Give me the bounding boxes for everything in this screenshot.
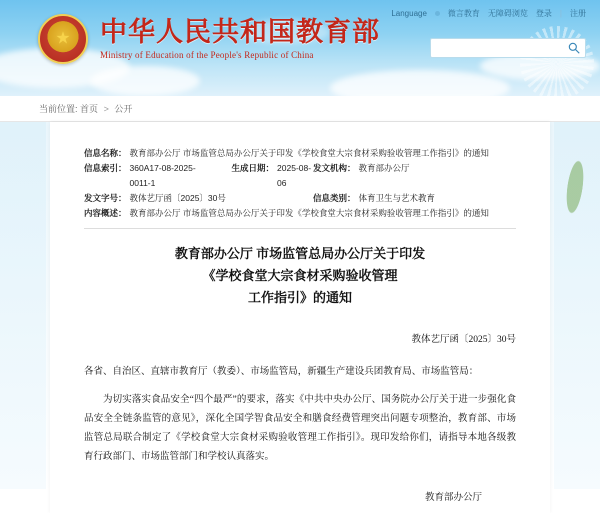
document-title-line: 《学校食堂大宗食材采购验收管理 [202,268,398,283]
top-nav [391,8,586,19]
metadata-label-docnum: 发文字号： [84,193,127,203]
document-body-paragraph: 为切实落实食品安全“四个最严”的要求，落实《中共中央办公厅、国务院办公厅关于进一步强化食品安全全链条监管的意见》，深化全国学智食品安全和膳食经费管理突出问题专项整治，教育部、市场监管总局联合制定了《学校食堂大宗食材采购验收管理工作指引》。现印发给你们，请指导本地各级教育行政部门、市场监管部门和学校认真落实。 [84,395,516,462]
metadata-value-category: 体育卫生与艺术教育 [358,193,435,203]
language-label[interactable]: Language [391,9,427,18]
site-title-en: Ministry of Education of the People's Republic of China [100,50,314,61]
metadata-divider [84,228,516,229]
document-paper [50,122,550,513]
metadata-value-name: 教育部办公厅 市场监管总局办公厅关于印发《学校食堂大宗食材采购验收管理工作指引》的通知 [129,148,489,158]
site-titles [100,18,380,61]
metadata-label-issuer: 发文机构： [312,163,356,173]
left-decoration [0,122,46,489]
national-emblem-icon [38,14,88,64]
metadata-label-summary: 内容概述： [84,208,127,218]
bullet-icon [435,11,440,16]
search-input[interactable] [435,42,567,54]
document-number: 教体艺厅函〔2025〕30号 [411,335,516,345]
site-title-cn: 中华人民共和国教育部 [100,16,380,47]
metadata-row [84,161,516,191]
metadata-row [84,146,516,161]
metadata-row [84,191,516,206]
metadata-label-category: 信息类别： [312,193,356,203]
document-signature: 教育部办公厅 [424,493,482,503]
cloud-decoration [90,66,200,96]
metadata-label-name: 信息名称： [84,148,127,158]
breadcrumb-separator: > [103,104,109,114]
breadcrumb-item-open[interactable]: 公开 [114,104,133,114]
document-metadata [84,146,516,221]
topnav-item-weiyan[interactable]: 微言教育 [447,9,480,18]
metadata-label-index: 信息索引： [84,163,127,173]
document-title-line: 教育部办公厅 市场监管总局办公厅关于印发 [174,246,426,261]
breadcrumb-item-home[interactable]: 首页 [80,104,99,114]
breadcrumb-bar [0,96,600,122]
topnav-item-login[interactable]: 登录 [535,9,552,18]
search-icon[interactable] [567,41,581,55]
page-background [0,122,600,503]
metadata-value-summary: 教育部办公厅 市场监管总局办公厅关于印发《学校食堂大宗食材采购验收管理工作指引》的通知 [129,208,489,218]
metadata-value-docnum: 教体艺厅函〔2025〕30号 [129,193,226,203]
document-title [84,243,516,309]
cloud-decoration [330,70,510,106]
metadata-row [84,206,516,221]
document-addressee: 各省、自治区、直辖市教育厅（教委）、市场监管局，新疆生产建设兵团教育局、市场监管局： [84,367,479,377]
metadata-value-issuer: 教育部办公厅 [358,163,410,173]
topnav-item-accessibility[interactable]: 无障碍浏览 [487,9,528,18]
metadata-value-date: 2025-08-06 [277,163,312,188]
search-box[interactable] [430,38,586,58]
site-header [0,0,600,96]
topnav-item-register[interactable]: 注册 [570,9,586,18]
metadata-value-index: 360A17-08-2025-0011-1 [129,163,196,188]
topnav-separator: | [559,9,562,18]
breadcrumb-prefix: 当前位置: [39,104,78,114]
document-title-line: 工作指引》的通知 [247,290,352,305]
metadata-label-date: 生成日期： [231,163,275,173]
